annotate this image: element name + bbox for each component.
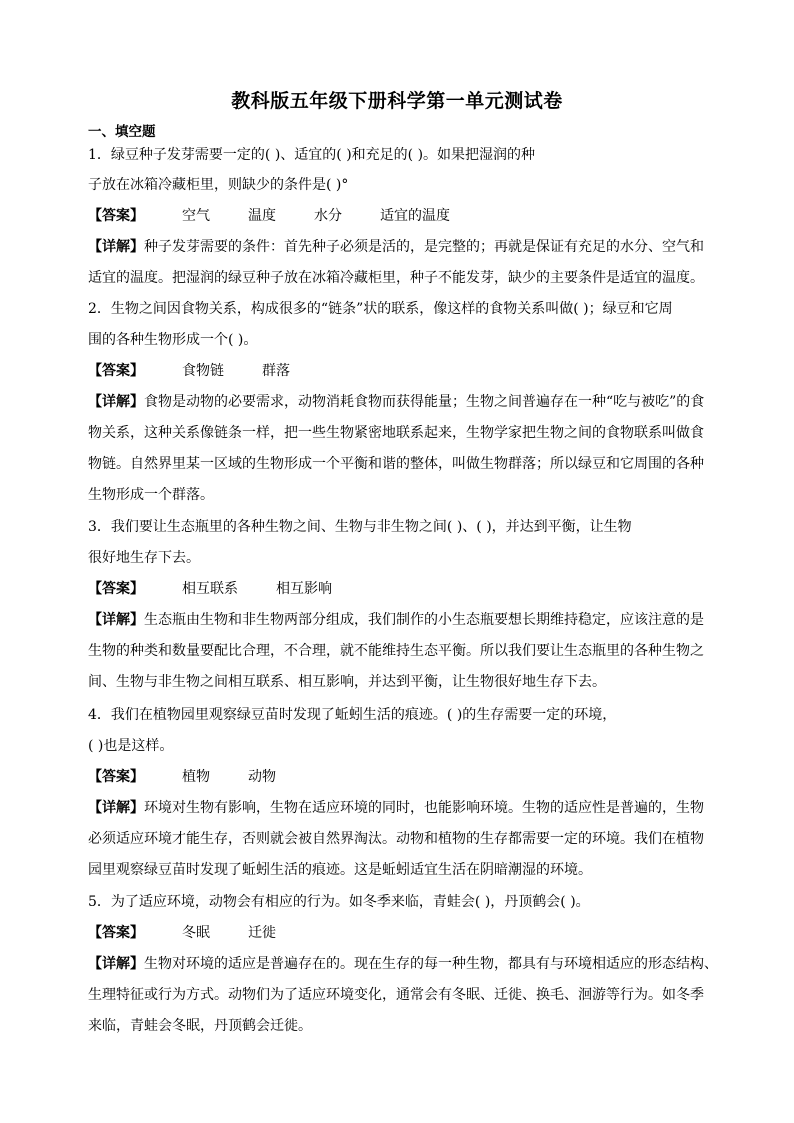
answer-item: 植物	[182, 769, 210, 785]
answer-item: 动物	[248, 769, 276, 785]
answer-tag: 【答案】	[88, 363, 144, 379]
answer-item: 群落	[262, 363, 290, 379]
detail-1-line-2: 适宜的温度。把湿润的绿豆种子放在冰箱冷藏柜里，种子不能发芽，缺少的主要条件是适宜的温度。	[88, 270, 704, 286]
detail-5-line-3: 来临，青蛙会冬眠，丹顶鹤会迁徙。	[88, 1018, 312, 1034]
detail-tag: 【详解】	[88, 239, 144, 255]
answer-4	[88, 767, 714, 787]
question-3-line-2: 很好地生存下去。	[88, 550, 200, 566]
detail-2-line-2: 物关系，这种关系像链条一样，把一些生物紧密地联系起来，生物学家把生物之间的食物联系叫做食	[88, 425, 704, 441]
answer-2	[88, 361, 714, 381]
detail-tag: 【详解】	[88, 612, 144, 628]
detail-2-line-4: 生物形成一个群落。	[88, 487, 214, 503]
answer-3	[88, 579, 714, 599]
answer-tag: 【答案】	[88, 769, 144, 785]
answer-item: 迁徙	[248, 925, 276, 941]
answer-5	[88, 923, 714, 943]
detail-3-line-3: 间、生物与非生物之间相互联系、相互影响，并达到平衡，让生物很好地生存下去。	[88, 674, 606, 690]
question-1-line-1: 1．绿豆种子发芽需要一定的( )、适宜的( )和充足的( )。如果把湿润的种	[88, 147, 536, 163]
answer-item: 适宜的温度	[380, 208, 450, 224]
detail-text: 生物对环境的适应是普遍存在的。现在生存的每一种生物，都具有与环境相适应的形态结构、	[144, 956, 718, 972]
question-3-line-1: 3．我们要让生态瓶里的各种生物之间、生物与非生物之间( )、( )，并达到平衡，让生物	[88, 519, 632, 535]
answer-tag: 【答案】	[88, 581, 144, 597]
answer-1	[88, 206, 714, 226]
question-4-line-2: ( )也是这样。	[88, 738, 174, 754]
answer-item: 相互联系	[182, 581, 238, 597]
detail-5-line-1	[88, 954, 718, 974]
detail-text: 种子发芽需要的条件：首先种子必须是活的，是完整的；再就是保证有充足的水分、空气和	[144, 239, 704, 255]
question-5-line-1: 5．为了适应环境，动物会有相应的行为。如冬季来临，青蛙会( )，丹顶鹤会( )。	[88, 894, 590, 910]
answer-item: 冬眠	[182, 925, 210, 941]
question-1-line-2: 子放在冰箱冷藏柜里，则缺少的条件是( )°	[88, 177, 349, 193]
detail-4-line-1	[88, 798, 714, 818]
question-4-line-1: 4．我们在植物园里观察绿豆苗时发现了蚯蚓生活的痕迹。( )的生存需要一定的环境，	[88, 707, 617, 723]
answer-item: 食物链	[182, 363, 224, 379]
detail-5-line-2: 生理特征或行为方式。动物们为了适应环境变化，通常会有冬眠、迁徙、换毛、洄游等行为。如冬季	[88, 987, 704, 1003]
answer-tag: 【答案】	[88, 208, 144, 224]
detail-3-line-1	[88, 610, 714, 630]
answer-item: 相互影响	[276, 581, 332, 597]
detail-4-line-2: 必须适应环境才能生存，否则就会被自然界淘汰。动物和植物的生存都需要一定的环境。我们在植物	[88, 831, 704, 847]
answer-item: 空气	[182, 208, 210, 224]
detail-2-line-3: 物链。自然界里某一区域的生物形成一个平衡和谐的整体，叫做生物群落；所以绿豆和它周围的各种	[88, 456, 704, 472]
section-heading: 一、填空题	[88, 124, 156, 140]
detail-2-line-1	[88, 392, 714, 412]
question-2-line-1: 2．生物之间因食物关系，构成很多的“链条”状的联系，像这样的食物关系叫做( )；绿豆和它周	[88, 301, 673, 317]
page-title: 教科版五年级下册科学第一单元测试卷	[231, 90, 563, 112]
detail-3-line-2: 生物的种类和数量要配比合理，不合理，就不能维持生态平衡。所以我们要让生态瓶里的各种生物之	[88, 643, 704, 659]
detail-tag: 【详解】	[88, 800, 144, 816]
detail-text: 食物是动物的必要需求，动物消耗食物而获得能量；生物之间普遍存在一种“吃与被吃”的食	[144, 394, 705, 410]
detail-text: 生态瓶由生物和非生物两部分组成，我们制作的小生态瓶要想长期维持稳定，应该注意的是	[144, 612, 704, 628]
detail-1-line-1	[88, 237, 714, 257]
answer-tag: 【答案】	[88, 925, 144, 941]
detail-tag: 【详解】	[88, 394, 144, 410]
detail-text: 环境对生物有影响，生物在适应环境的同时，也能影响环境。生物的适应性是普遍的，生物	[144, 800, 704, 816]
question-2-line-2: 围的各种生物形成一个( )。	[88, 332, 258, 348]
detail-4-line-3: 园里观察绿豆苗时发现了蚯蚓生活的痕迹。这是蚯蚓适宜生活在阴暗潮湿的环境。	[88, 862, 592, 878]
detail-tag: 【详解】	[88, 956, 144, 972]
answer-item: 温度	[248, 208, 276, 224]
answer-item: 水分	[314, 208, 342, 224]
